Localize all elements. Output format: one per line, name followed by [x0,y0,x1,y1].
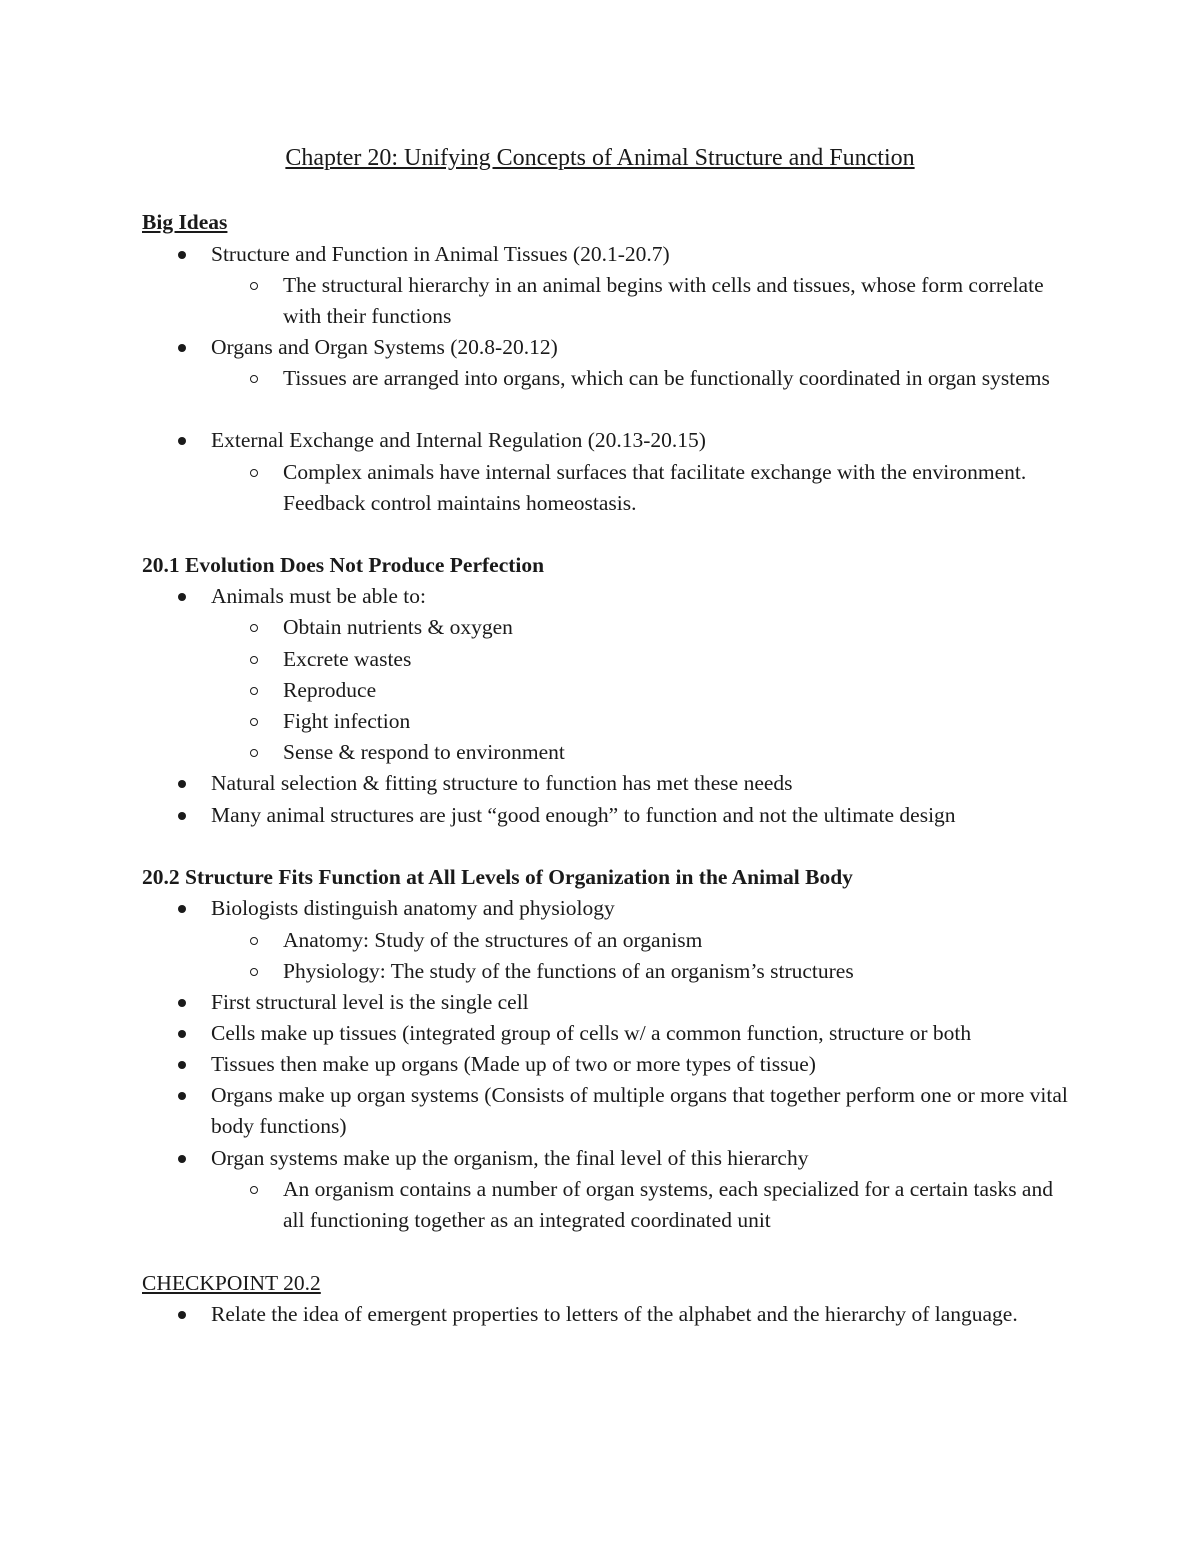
list-item: Sense & respond to environment [283,737,1073,768]
checkpoint-heading: CHECKPOINT 20.2 [142,1271,321,1295]
list-item: Tissues are arranged into organs, which can be functionally coordinated in organ systems [283,363,1073,394]
bullet-icon [178,999,186,1007]
circle-bullet-icon [250,375,258,383]
list-item: Biologists distinguish anatomy and physiology [211,893,1071,924]
big-ideas-heading: Big Ideas [142,210,228,234]
bullet-icon [178,593,186,601]
circle-bullet-icon [250,749,258,757]
list-item: Tissues then make up organs (Made up of two or more types of tissue) [211,1049,1071,1080]
bullet-icon [178,1155,186,1163]
circle-bullet-icon [250,282,258,290]
list-item: Organs and Organ Systems (20.8-20.12) [211,332,1071,363]
list-item: Many animal structures are just “good enough” to function and not the ultimate design [211,800,1071,831]
bullet-icon [178,1311,186,1319]
list-item: Animals must be able to: [211,581,1071,612]
list-item: Obtain nutrients & oxygen [283,612,1073,643]
list-item: The structural hierarchy in an animal begins with cells and tissues, whose form correlate with their functions [283,270,1073,332]
circle-bullet-icon [250,968,258,976]
circle-bullet-icon [250,718,258,726]
circle-bullet-icon [250,937,258,945]
circle-bullet-icon [250,687,258,695]
bullet-icon [178,780,186,788]
circle-bullet-icon [250,469,258,477]
list-item: Reproduce [283,675,1073,706]
list-item: Cells make up tissues (integrated group of cells w/ a common function, structure or both [211,1018,1071,1049]
list-item: Complex animals have internal surfaces that facilitate exchange with the environment. Feedback control maintains homeostasis. [283,457,1073,519]
list-item: First structural level is the single cell [211,987,1071,1018]
section-heading-20-2: 20.2 Structure Fits Function at All Levels of Organization in the Animal Body [142,865,853,889]
bullet-icon [178,1061,186,1069]
circle-bullet-icon [250,1186,258,1194]
list-item: Structure and Function in Animal Tissues (20.1-20.7) [211,239,1071,270]
bullet-icon [178,1092,186,1100]
list-item: External Exchange and Internal Regulation (20.13-20.15) [211,425,1071,456]
section-heading-20-1: 20.1 Evolution Does Not Produce Perfection [142,553,545,577]
bullet-icon [178,1030,186,1038]
circle-bullet-icon [250,624,258,632]
list-item: Organs make up organ systems (Consists of multiple organs that together perform one or more vital body functions) [211,1080,1071,1142]
bullet-icon [178,251,186,259]
list-item: Organ systems make up the organism, the final level of this hierarchy [211,1143,1071,1174]
list-item: An organism contains a number of organ systems, each specialized for a certain tasks and all functioning together as an integrated coordinated unit [283,1174,1073,1236]
bullet-icon [178,344,186,352]
list-item: Physiology: The study of the functions of an organism’s structures [283,956,1073,987]
bullet-icon [178,437,186,445]
bullet-icon [178,812,186,820]
list-item: Natural selection & fitting structure to function has met these needs [211,768,1071,799]
list-item: Relate the idea of emergent properties to letters of the alphabet and the hierarchy of language. [211,1299,1071,1330]
circle-bullet-icon [250,656,258,664]
list-item: Fight infection [283,706,1073,737]
bullet-icon [178,905,186,913]
page-title: Chapter 20: Unifying Concepts of Animal Structure and Function [285,145,915,171]
list-item: Anatomy: Study of the structures of an organism [283,925,1073,956]
list-item: Excrete wastes [283,644,1073,675]
